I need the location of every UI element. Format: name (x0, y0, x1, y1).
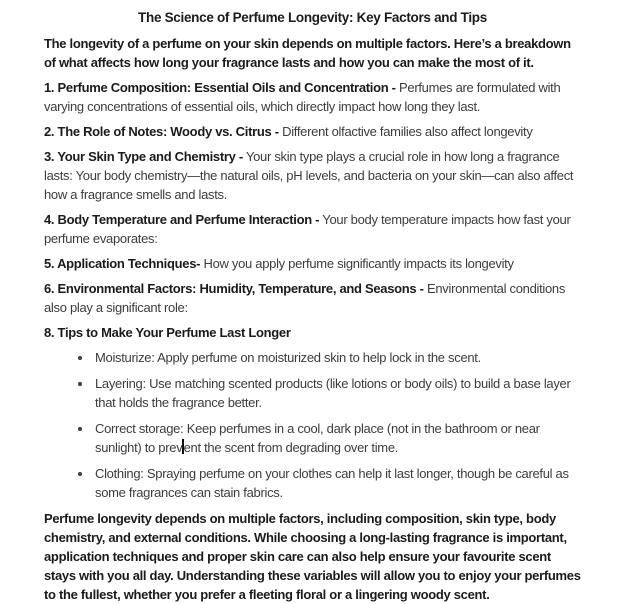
tip-text-after-caret: ent the scent from degrading over time. (183, 440, 399, 455)
section-text: Your body temperature impacts how fast your perfume evaporates: (44, 212, 571, 246)
tip-item-clothing: • Clothing: Spraying perfume on your clothes can help it last longer, though be careful as some fragrances can stain fabrics. (93, 464, 581, 502)
conclusion-paragraph: Perfume longevity depends on multiple factors, including composition, skin type, body chemistry, and external conditions. While choosing a long-lasting fragrance is important, application techniques and proper skin care can also help ensure your favourite scent stays with you all day. Understanding these variables will allow you to enjoy your perfumes to the fullest, whether you prefer a fleeting floral or a lingering woody scent. (44, 511, 581, 602)
tips-list (44, 348, 581, 502)
section-paragraph-3 (44, 147, 581, 204)
section-paragraph-1 (44, 78, 581, 116)
section-paragraph-2 (44, 122, 581, 141)
section-label: 5. Application Techniques- (44, 256, 201, 271)
section-text: Your skin type plays a crucial role in how long a fragrance lasts: Your body chemistry—the natural oils, pH levels, and bacteria on your skin—can also affect how a fragrance smells and lasts. (44, 149, 574, 202)
tip-item-storage (93, 419, 581, 457)
section-label: 3. Your Skin Type and Chemistry - (44, 149, 243, 164)
tip-text-before-caret: Correct storage: Keep perfumes in a cool, dark place (not in the bathroom or near sunlight) to prev (95, 421, 540, 455)
section-text: How you apply perfume significantly impacts its longevity (203, 256, 514, 271)
section-label: 2. The Role of Notes: Woody vs. Citrus - (44, 124, 279, 139)
section-text: Environmental conditions also play a significant role: (44, 281, 566, 315)
page-title: The Science of Perfume Longevity: Key Factors and Tips (138, 10, 487, 25)
tips-heading: 8. Tips to Make Your Perfume Last Longer (44, 325, 291, 340)
section-paragraph-6 (44, 279, 581, 317)
section-label: 1. Perfume Composition: Essential Oils and Concentration - (44, 80, 396, 95)
section-label: 6. Environmental Factors: Humidity, Temperature, and Seasons - (44, 281, 424, 296)
section-label: 4. Body Temperature and Perfume Interaction - (44, 212, 320, 227)
section-text: Different olfactive families also affect longevity (282, 124, 533, 139)
tip-item-layering: • Layering: Use matching scented products (like lotions or body oils) to build a base layer that holds the fragrance better. (93, 374, 581, 412)
tip-item-moisturize: • Moisturize: Apply perfume on moisturized skin to help lock in the scent. (93, 348, 581, 367)
section-paragraph-4 (44, 210, 581, 248)
section-text: Perfumes are formulated with varying concentrations of essential oils, which directly impact how long they last. (44, 80, 561, 114)
intro-paragraph: The longevity of a perfume on your skin depends on multiple factors. Here’s a breakdown of what affects how long your fragrance lasts and how you can make the most of it. (44, 36, 571, 70)
section-paragraph-5 (44, 254, 581, 273)
